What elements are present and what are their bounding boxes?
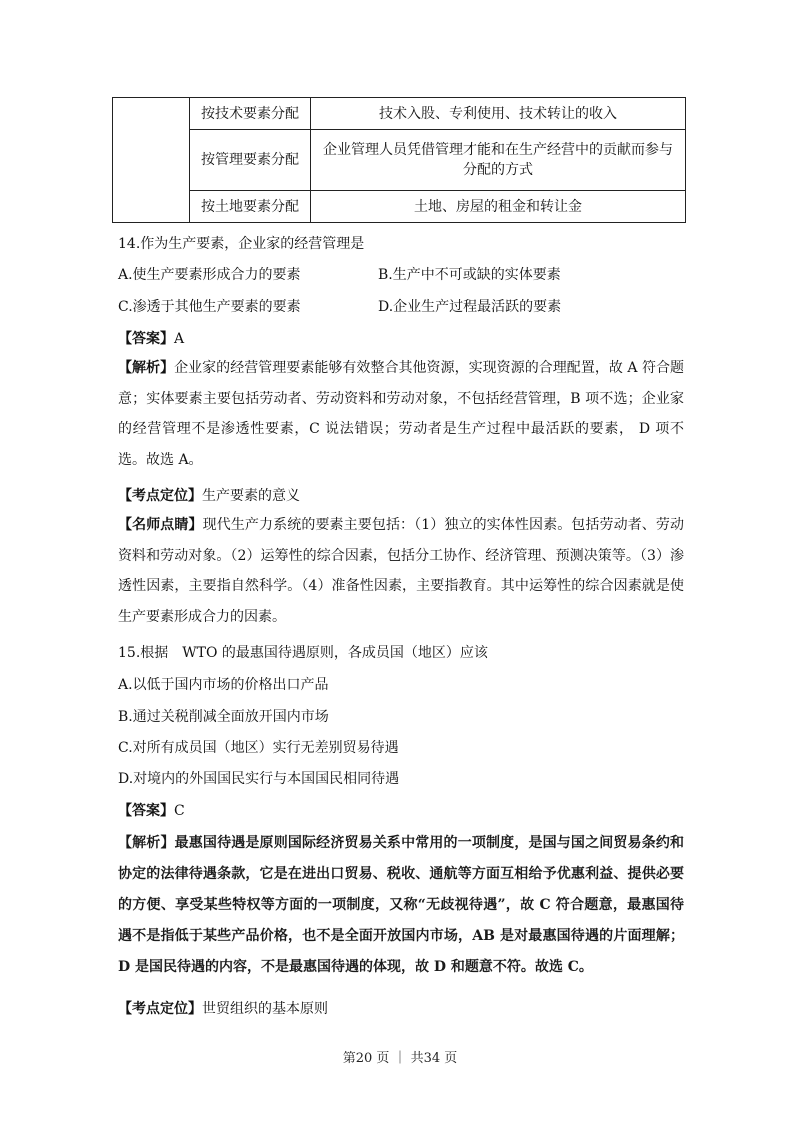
answer-value: A [174,331,185,347]
teacher-tip-text: 现代生产力系统的要素主要包括：（1）独立的实体性因素。包括劳动者、劳动资料和劳动对象。（2）运筹性的综合因素，包括分工协作、经济管理、预测决策等。（3）渗透性因素，主要指自然科学。（4）准备性因素，主要指教育。其中运筹性的综合因素就是使生产要素形成合力的因素。 [118,517,685,625]
q14-option-d: D.企业生产过程最活跃的要素 [378,299,562,315]
teacher-tip-label: 【名师点睛】 [118,517,203,533]
analysis-label: 【解析】 [118,835,175,851]
page-footer: 第20 页 ｜ 共34 页 [342,1051,458,1066]
q15-exam-point [118,998,328,1018]
q15-answer [118,800,185,820]
q14-stem: 14.作为生产要素，企业家的经营管理是 [118,236,365,252]
exam-point-label: 【考点定位】 [118,1001,202,1017]
q15-stem: 15.根据 WTO 的最惠国待遇原则，各成员国（地区）应该 [118,645,488,661]
q15-option-b: B.通过关税削减全面放开国内市场 [118,709,329,725]
table-row [113,191,686,223]
table-cell-method: 按管理要素分配 [190,130,311,191]
exam-point-label: 【考点定位】 [118,488,202,504]
analysis-text: 企业家的经营管理要素能够有效整合其他资源，实现资源的合理配置，故 A 符合题意；实体要素主要包括劳动者、劳动资料和劳动对象，不包括经营管理，B 项不选；企业家的经营管理不是渗透性要素，C 说法错误；劳动者是生产过程中最活跃的要素， D 项不选。故选 A。 [118,360,685,468]
q15-option-d: D.对境内的外国国民实行与本国国民相同待遇 [118,771,400,787]
q15-option-c: C.对所有成员国（地区）实行无差别贸易待遇 [118,740,399,756]
table-cell-method: 按技术要素分配 [190,98,311,130]
answer-value: C [174,803,185,819]
q14-option-b: B.生产中不可或缺的实体要素 [378,267,561,283]
q14-answer [118,328,184,348]
answer-label: 【答案】 [118,803,174,819]
q15-option-a: A.以低于国内市场的价格出口产品 [118,677,329,693]
q15-analysis [118,828,684,983]
table-row [113,130,686,191]
q14-option-c: C.渗透于其他生产要素的要素 [118,299,301,315]
table-cell-desc: 技术入股、专利使用、技术转让的收入 [311,98,686,130]
exam-point-text: 生产要素的意义 [202,488,300,504]
q14-teacher-tip [118,510,684,632]
analysis-text: 最惠国待遇是原则国际经济贸易关系中常用的一项制度，是国与国之间贸易条约和协定的法律待遇条款，它是在进出口贸易、税收、通航等方面互相给予优惠利益、提供必要的方便、享受某些特权等方面的一项制度，又称“无歧视待遇”，故 C 符合题意，最惠国待遇不是指低于某些产品价格，也不是全面开放国内市场，AB 是对最惠国待遇的片面理解；D 是国民待遇的内容，不是最惠国待遇的体现，故 D 和题意不符。故选 C。 [118,835,685,975]
q14-exam-point [118,485,300,505]
table-cell-method: 按土地要素分配 [190,191,311,223]
exam-point-text: 世贸组织的基本原则 [202,1001,328,1017]
table-cell-desc: 土地、房屋的租金和转让金 [311,191,686,223]
table-row [113,98,686,130]
analysis-label: 【解析】 [118,360,175,376]
distribution-table [112,97,686,223]
q14-option-a: A.使生产要素形成合力的要素 [118,267,301,283]
answer-label: 【答案】 [118,331,174,347]
table-cell-desc: 企业管理人员凭借管理才能和在生产经营中的贡献而参与分配的方式 [311,130,686,191]
table-blank-cell [113,98,190,223]
q14-analysis [118,353,684,475]
